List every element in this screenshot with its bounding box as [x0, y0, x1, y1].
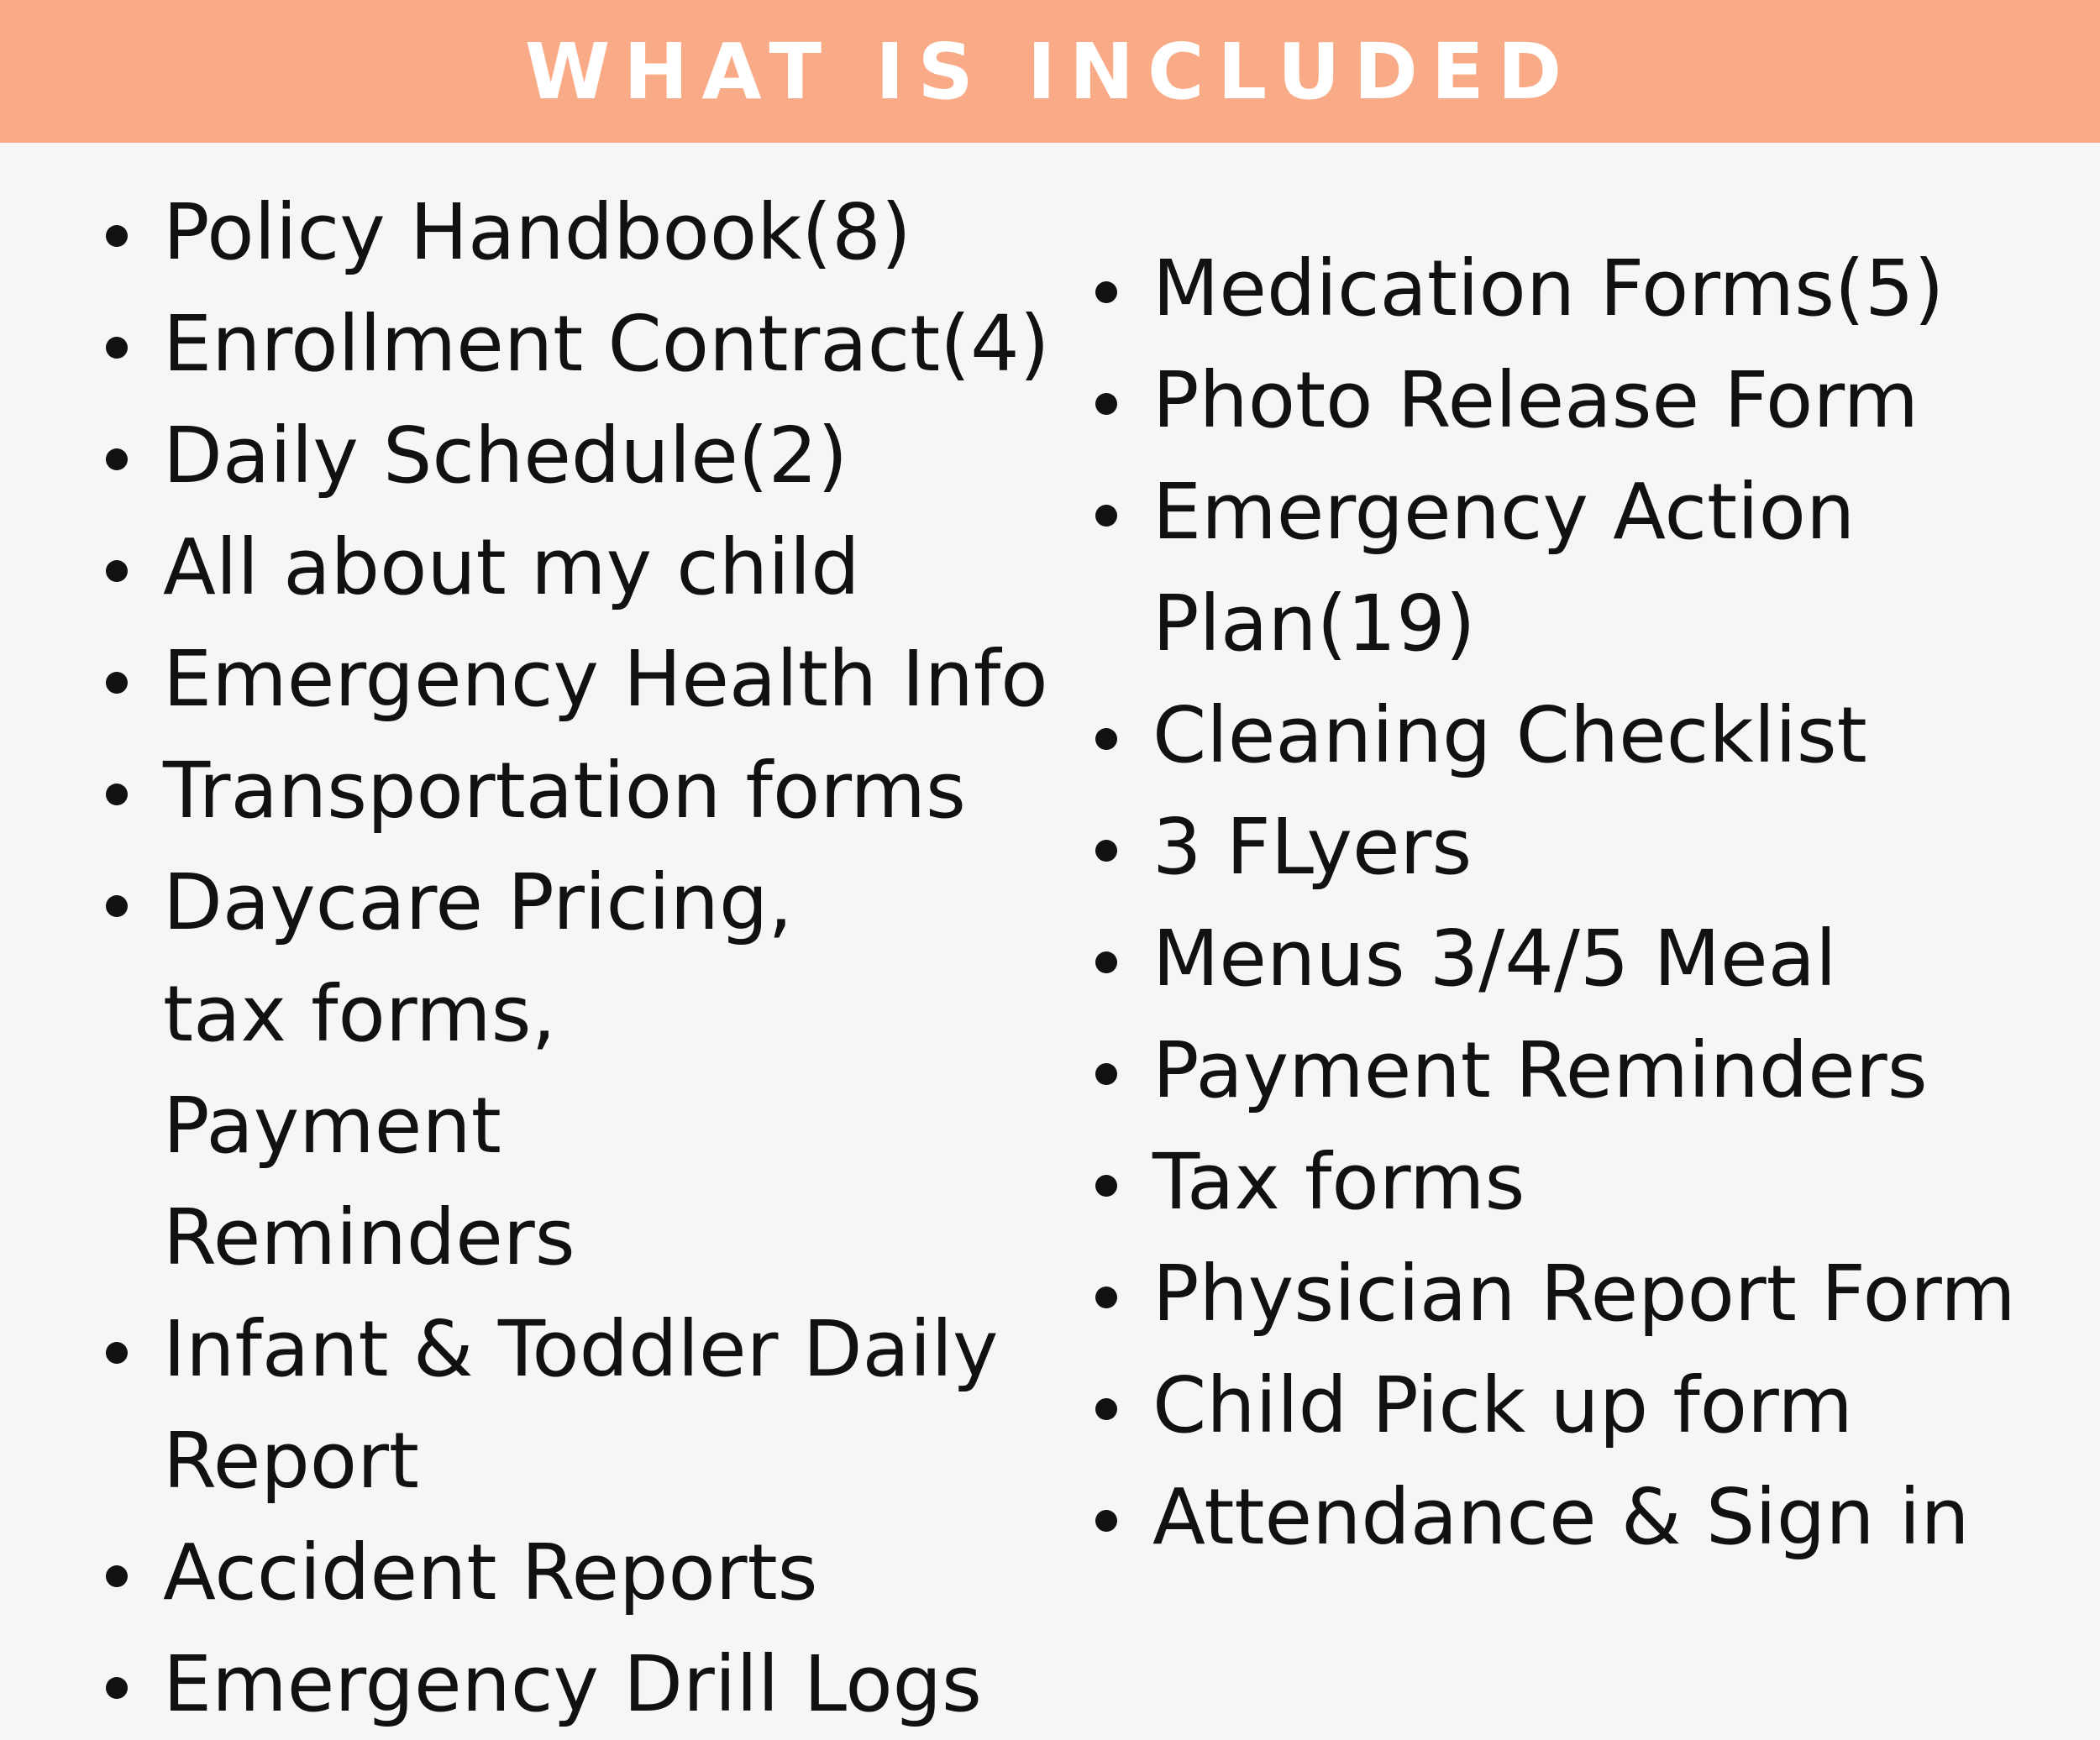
- list-item: [1090, 456, 1892, 679]
- bullet-icon: [1095, 1398, 1117, 1420]
- list-item-label: Child Pick up form: [1152, 1360, 1853, 1450]
- included-list-right: [1090, 233, 2082, 1573]
- bullet-icon: [1095, 728, 1117, 750]
- list-item-label: All about my child: [163, 522, 860, 612]
- list-item: [1090, 233, 2082, 344]
- list-item: [101, 1293, 1011, 1517]
- bullet-icon: [1095, 393, 1117, 415]
- bullet-icon: [1095, 281, 1117, 303]
- list-item-label: Photo Release Form: [1152, 355, 1919, 445]
- bullet-icon: [1095, 1063, 1117, 1085]
- list-item: [1090, 344, 2082, 456]
- list-item-label: Infant & Toddler Daily Report: [163, 1304, 999, 1506]
- list-item-label: Menus 3/4/5 Meal: [1152, 914, 1837, 1004]
- list-item-label: Transportation forms: [163, 746, 966, 836]
- included-list-left: [101, 176, 1092, 1740]
- bullet-icon: [106, 1342, 128, 1364]
- list-item: [1090, 1014, 2082, 1126]
- list-item: [1090, 1238, 2082, 1350]
- list-item-label: Emergency Drill Logs: [163, 1639, 982, 1729]
- list-item-label: 3 FLyers: [1152, 802, 1473, 892]
- list-item-label: Enrollment Contract(4): [163, 299, 1050, 389]
- list-item-label: Daycare Pricing, tax forms, Payment Reminders: [163, 857, 793, 1282]
- bullet-icon: [106, 337, 128, 359]
- bullet-icon: [1095, 1175, 1117, 1197]
- list-item: [1090, 679, 2082, 791]
- bullet-icon: [106, 672, 128, 694]
- list-item-label: Emergency Health Info: [163, 634, 1048, 724]
- list-item: [101, 846, 902, 1293]
- list-item-label: Policy Handbook(8): [163, 187, 911, 277]
- list-item: [101, 1628, 1092, 1740]
- list-item: [101, 176, 1092, 288]
- list-item-label: Accident Reports: [163, 1528, 818, 1617]
- list-item-label: Attendance & Sign in: [1152, 1472, 1970, 1562]
- bullet-icon: [106, 448, 128, 470]
- list-item-label: Cleaning Checklist: [1152, 690, 1867, 780]
- bullet-icon: [106, 225, 128, 247]
- bullet-icon: [106, 1677, 128, 1699]
- list-item: [101, 288, 1092, 400]
- bullet-icon: [1095, 951, 1117, 973]
- list-item: [1090, 903, 2082, 1014]
- bullet-icon: [106, 560, 128, 582]
- list-item: [101, 400, 1092, 511]
- list-item-label: Physician Report Form: [1152, 1249, 2016, 1339]
- list-item: [1090, 791, 2082, 903]
- list-item-label: Tax forms: [1152, 1137, 1525, 1227]
- header-banner: [0, 0, 2100, 143]
- list-item: [101, 511, 1092, 623]
- list-item: [101, 623, 1092, 735]
- list-item: [1090, 1126, 2082, 1238]
- bullet-icon: [1095, 840, 1117, 862]
- list-item: [1090, 1461, 2082, 1573]
- bullet-icon: [106, 1565, 128, 1587]
- list-item: [101, 735, 1092, 846]
- page-title: WHAT IS INCLUDED: [524, 27, 1576, 117]
- list-item-label: Payment Reminders: [1152, 1025, 1928, 1115]
- bullet-icon: [1095, 1287, 1117, 1308]
- list-item-label: Emergency Action Plan(19): [1152, 467, 1856, 668]
- list-item-label: Medication Forms(5): [1152, 244, 1945, 333]
- bullet-icon: [106, 784, 128, 805]
- bullet-icon: [1095, 1510, 1117, 1532]
- list-item: [1090, 1350, 2082, 1461]
- list-item: [101, 1517, 1092, 1628]
- bullet-icon: [106, 895, 128, 917]
- bullet-icon: [1095, 505, 1117, 527]
- list-item-label: Daily Schedule(2): [163, 411, 848, 501]
